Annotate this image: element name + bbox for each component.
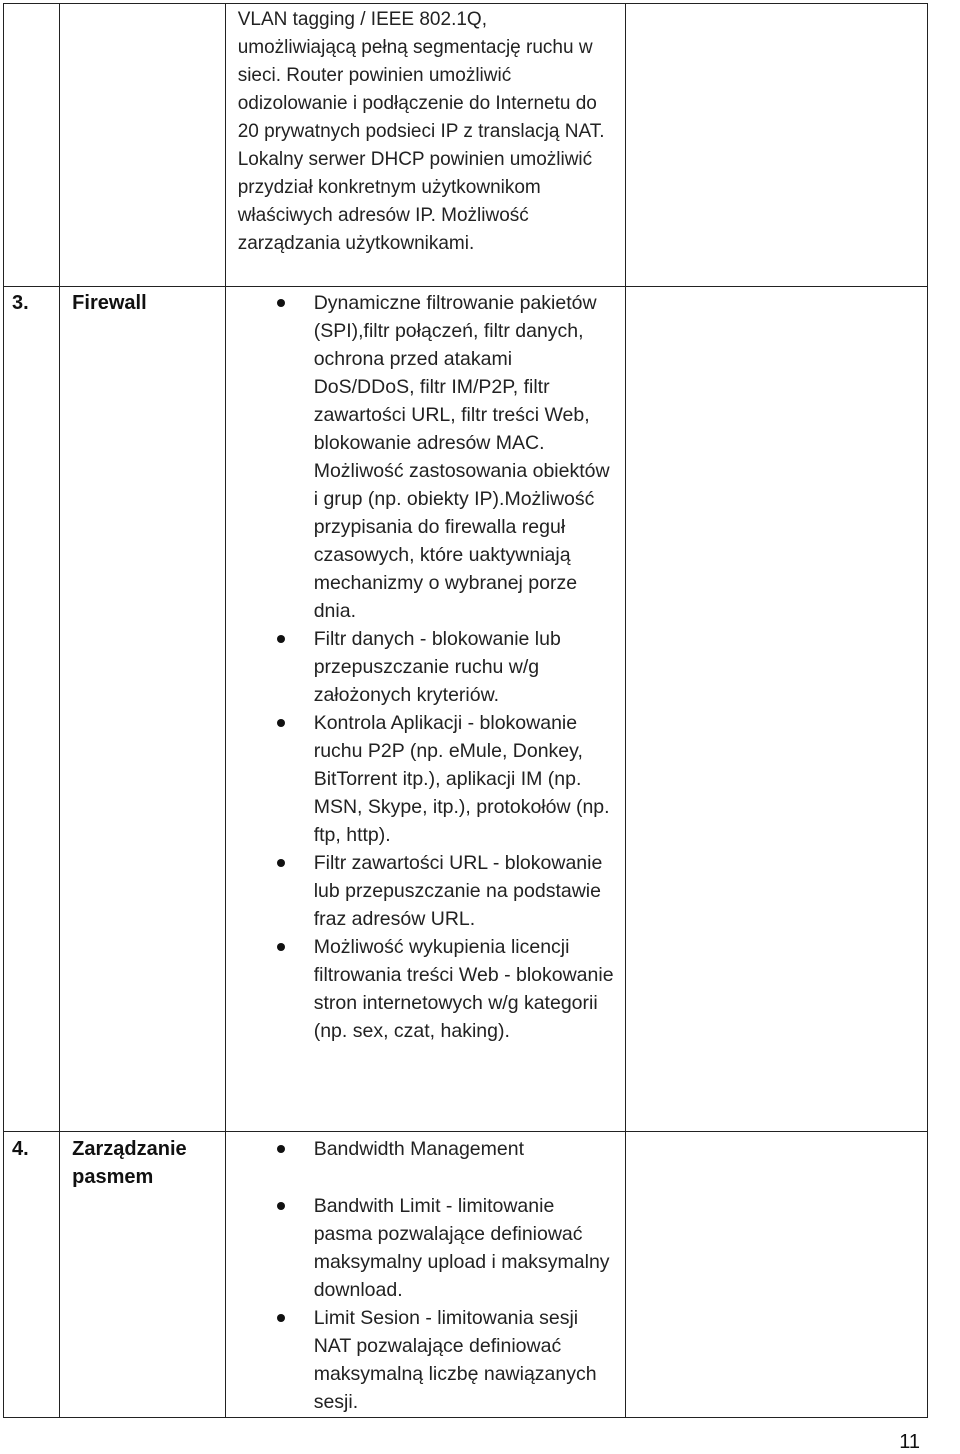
table-row	[4, 287, 928, 1132]
list-item: Możliwość wykupienia licencji filtrowania treści Web - blokowanie stron internetowych w/g kategorii (np. sex, czat, haking).	[226, 933, 617, 1045]
extra-cell	[626, 4, 928, 287]
description-cell	[225, 1132, 625, 1418]
row-number: 3.	[12, 292, 29, 314]
row-name: Zarządzanie pasmem	[72, 1138, 187, 1188]
name-cell	[60, 1132, 226, 1418]
list-item: Bandwith Limit - limitowanie pasma pozwalające definiować maksymalny upload i maksymalny download.	[226, 1192, 617, 1304]
list-item: Bandwidth Management	[226, 1135, 617, 1163]
list-item: Filtr zawartości URL - blokowanie lub przepuszczanie na podstawie fraz adresów URL.	[226, 849, 617, 933]
list-spacer	[226, 1163, 617, 1192]
bullet-icon	[277, 1202, 285, 1210]
list-item: Filtr danych - blokowanie lub przepuszczanie ruchu w/g założonych kryteriów.	[226, 625, 617, 709]
table-row	[4, 4, 928, 287]
description-text: VLAN tagging / IEEE 802.1Q, umożliwiającą pełną segmentację ruchu w sieci. Router powinien umożliwić odizolowanie i podłączenie do Internetu do 20 prywatnych podsieci IP z translacją NAT. Lokalny serwer DHCP powinien umożliwić przydział konkretnym użytkownikom właściwych adresów IP. Możliwość zarządzania użytkownikami.	[237, 9, 605, 254]
row-name: Firewall	[72, 292, 147, 314]
name-cell	[60, 287, 226, 1132]
bullet-icon	[277, 859, 285, 867]
specification-table	[3, 3, 928, 1418]
bullet-icon	[277, 1145, 285, 1153]
bullet-icon	[277, 1314, 285, 1322]
list-item: Limit Sesion - limitowania sesji NAT pozwalające definiować maksymalną liczbę nawiązanych sesji.	[226, 1304, 617, 1416]
list-item: Dynamiczne filtrowanie pakietów (SPI),filtr połączeń, filtr danych, ochrona przed atakami DoS/DDoS, filtr IM/P2P, filtr zawartości URL, filtr treści Web, blokowanie adresów MAC. Możliwość zastosowania obiektów i grup (np. obiekty IP).Możliwość przypisania do firewalla reguł czasowych, które uaktywniają mechanizmy o wybranej porze dnia.	[226, 289, 617, 625]
description-cell	[225, 4, 625, 287]
description-cell	[225, 287, 625, 1132]
bullet-icon	[277, 719, 285, 727]
row-number: 4.	[12, 1138, 29, 1160]
bullet-icon	[277, 299, 285, 307]
number-cell	[4, 4, 60, 287]
extra-cell	[626, 287, 928, 1132]
number-cell	[4, 1132, 60, 1418]
number-cell	[4, 287, 60, 1132]
bullet-list	[226, 1132, 625, 1416]
list-item: Kontrola Aplikacji - blokowanie ruchu P2P (np. eMule, Donkey, BitTorrent itp.), aplikacji IM (np. MSN, Skype, itp.), protokołów (np. ftp, http).	[226, 709, 617, 849]
name-cell	[60, 4, 226, 287]
extra-cell	[626, 1132, 928, 1418]
bullet-list	[226, 287, 625, 1045]
bullet-icon	[277, 635, 285, 643]
table-row	[4, 1132, 928, 1418]
page-number: 11	[899, 1431, 920, 1453]
bullet-icon	[277, 943, 285, 951]
